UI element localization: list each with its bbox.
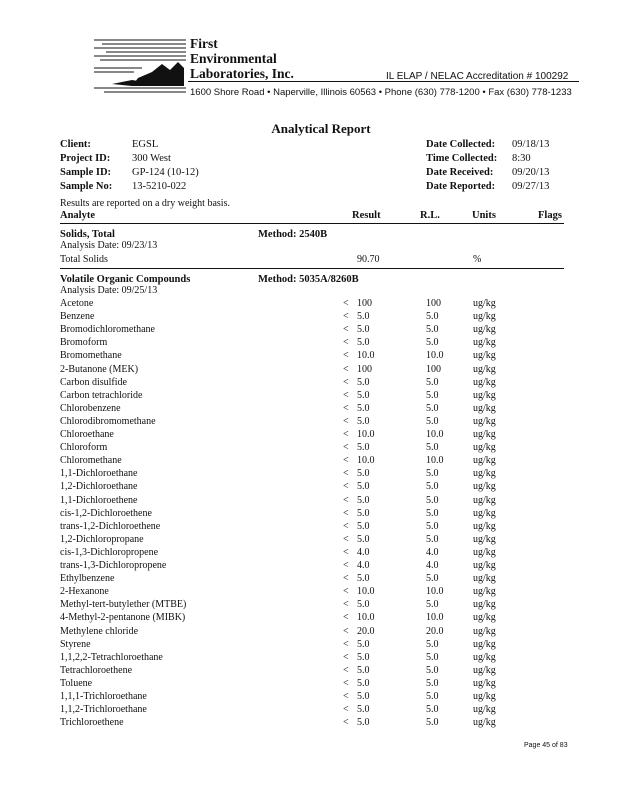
result-value: 10.0 (357, 429, 375, 440)
voc-section-title: Volatile Organic Compounds (60, 274, 191, 285)
result-value: 5.0 (357, 442, 370, 454)
analyte-name: Bromoform (60, 337, 108, 349)
table-row (60, 455, 564, 468)
reporting-limit: 10.0 (426, 350, 444, 362)
table-row (60, 612, 564, 625)
client-label: Client: (60, 139, 91, 150)
client-row (60, 139, 158, 150)
result-value: 5.0 (357, 651, 370, 663)
analyte-name: Total Solids (60, 254, 108, 265)
company-line-3: Laboratories, Inc. (190, 66, 294, 81)
result-qualifier: < (343, 573, 349, 585)
units-value: ug/kg (473, 704, 496, 716)
result-qualifier: < (343, 612, 349, 624)
result-qualifier: < (343, 586, 349, 598)
time-collected-label: Time Collected: (426, 153, 498, 164)
analyte-name: Benzene (60, 311, 95, 323)
table-row (60, 665, 564, 678)
units-value: ug/kg (473, 415, 496, 427)
table-row (60, 416, 564, 429)
analyte-name: Acetone (60, 298, 94, 309)
reporting-limit: 5.0 (426, 415, 439, 427)
analyte-name: trans-1,2-Dichloroethene (60, 520, 161, 532)
solids-method: Method: 2540B (258, 229, 328, 240)
result-value: 5.0 (357, 415, 370, 427)
analyte-name: Toluene (60, 677, 93, 689)
table-row (60, 377, 564, 390)
reporting-limit: 5.0 (426, 376, 439, 388)
analyte-name: Chlorobenzene (60, 402, 121, 414)
units-value: ug/kg (473, 664, 496, 676)
units-value: ug/kg (473, 638, 496, 650)
column-rl: R.L. (420, 210, 440, 221)
result-value: 5.0 (357, 507, 370, 519)
result-value: 5.0 (357, 494, 370, 506)
project-id-label: Project ID: (60, 153, 111, 164)
result-qualifier: < (343, 337, 349, 349)
analyte-name: Methyl-tert-butylether (MTBE) (60, 599, 187, 611)
result-qualifier: < (343, 691, 349, 702)
sample-no-value: 13-5210-022 (132, 181, 187, 192)
result-qualifier: < (343, 389, 349, 401)
units-value: ug/kg (473, 651, 496, 663)
project-id-value: 300 West (132, 153, 171, 164)
result-value: 5.0 (357, 717, 370, 729)
date-received-row (426, 167, 549, 178)
units-value: ug/kg (473, 612, 496, 624)
result-value: 5.0 (357, 376, 370, 388)
result-value: 5.0 (357, 691, 370, 702)
result-qualifier: < (343, 311, 349, 323)
analyte-name: trans-1,3-Dichloropropene (60, 560, 167, 571)
solids-section-title: Solids, Total (60, 229, 115, 240)
units-value: ug/kg (473, 455, 496, 467)
reporting-limit: 10.0 (426, 429, 444, 440)
table-row (60, 691, 564, 704)
result-qualifier: < (343, 625, 349, 637)
table-row (60, 311, 564, 324)
sample-id-value: GP-124 (10-12) (132, 167, 199, 178)
client-value: EGSL (132, 139, 159, 150)
table-row (60, 534, 564, 547)
result-value: 5.0 (357, 468, 370, 480)
units-value: ug/kg (473, 507, 496, 519)
company-logo-icon (92, 34, 188, 98)
result-qualifier: < (343, 533, 349, 545)
table-row (60, 547, 564, 560)
result-value: 5.0 (357, 573, 370, 585)
analyte-name: 2-Hexanone (60, 586, 109, 598)
result-value: 10.0 (357, 612, 375, 624)
units-value: ug/kg (473, 402, 496, 414)
table-row (60, 468, 564, 481)
analyte-name: 1,1,2,2-Tetrachloroethane (60, 651, 163, 663)
time-collected-row (426, 153, 531, 164)
units-value: ug/kg (473, 586, 496, 598)
sample-no-label: Sample No: (60, 181, 113, 192)
table-row (60, 599, 564, 612)
units-value: ug/kg (473, 494, 496, 506)
table-row (60, 324, 564, 337)
reporting-limit: 5.0 (426, 599, 439, 611)
reporting-limit: 100 (426, 298, 441, 309)
table-row (60, 639, 564, 652)
result-value: 4.0 (357, 546, 370, 558)
reporting-limit: 5.0 (426, 402, 439, 414)
date-collected-label: Date Collected: (426, 139, 496, 150)
reporting-limit: 5.0 (426, 677, 439, 689)
table-row (60, 298, 564, 311)
analyte-name: 1,1,2-Trichloroethane (60, 704, 147, 716)
reporting-limit: 5.0 (426, 573, 439, 585)
result-qualifier: < (343, 599, 349, 611)
units-value: ug/kg (473, 625, 496, 637)
voc-method: Method: 5035A/8260B (258, 274, 359, 285)
reporting-limit: 5.0 (426, 481, 439, 493)
reporting-limit: 5.0 (426, 704, 439, 716)
analyte-name: 1,2-Dichloropropane (60, 533, 144, 545)
analyte-name: Chloromethane (60, 455, 122, 467)
units-value: % (473, 254, 482, 265)
units-value: ug/kg (473, 481, 496, 493)
column-header-row (60, 210, 564, 224)
date-reported-value: 09/27/13 (512, 181, 550, 192)
units-value: ug/kg (473, 546, 496, 558)
company-line-2: Environmental (190, 51, 277, 66)
units-value: ug/kg (473, 677, 496, 689)
reporting-limit: 5.0 (426, 691, 439, 702)
analyte-name: Chloroethane (60, 429, 114, 440)
date-collected-row (426, 139, 549, 150)
reporting-limit: 5.0 (426, 717, 439, 729)
solids-analysis-date: Analysis Date: 09/23/13 (60, 240, 158, 251)
table-row (60, 626, 564, 639)
result-value: 100 (357, 363, 372, 375)
units-value: ug/kg (473, 560, 496, 571)
reporting-limit: 5.0 (426, 507, 439, 519)
reporting-limit: 5.0 (426, 311, 439, 323)
analyte-name: cis-1,2-Dichloroethene (60, 507, 152, 519)
table-row (60, 508, 564, 521)
header-rule (60, 223, 564, 224)
table-row (60, 350, 564, 363)
result-qualifier: < (343, 415, 349, 427)
column-result: Result (352, 210, 381, 221)
units-value: ug/kg (473, 324, 496, 336)
date-received-value: 09/20/13 (512, 167, 550, 178)
result-qualifier: < (343, 664, 349, 676)
report-title: Analytical Report (271, 121, 371, 136)
reporting-limit: 100 (426, 363, 441, 375)
result-value: 5.0 (357, 481, 370, 493)
reporting-limit: 5.0 (426, 389, 439, 401)
result-value: 5.0 (357, 599, 370, 611)
result-value: 90.70 (357, 254, 380, 265)
basis-note: Results are reported on a dry weight basis. (60, 198, 230, 209)
sample-id-row (60, 167, 199, 178)
units-value: ug/kg (473, 533, 496, 545)
analyte-name: Styrene (60, 638, 91, 650)
analyte-name: Bromomethane (60, 350, 122, 362)
table-row (60, 521, 564, 534)
analyte-name: Chlorodibromomethane (60, 415, 156, 427)
column-flags: Flags (538, 210, 562, 221)
result-value: 4.0 (357, 560, 370, 571)
analyte-name: Carbon disulfide (60, 376, 127, 388)
result-qualifier: < (343, 429, 349, 440)
reporting-limit: 10.0 (426, 612, 444, 624)
result-qualifier: < (343, 455, 349, 467)
result-qualifier: < (343, 638, 349, 650)
accreditation-text: IL ELAP / NELAC Accreditation # 100292 (386, 71, 569, 82)
reporting-limit: 5.0 (426, 520, 439, 532)
table-row (60, 481, 564, 494)
units-value: ug/kg (473, 573, 496, 585)
reporting-limit: 5.0 (426, 442, 439, 454)
result-value: 20.0 (357, 625, 375, 637)
result-qualifier: < (343, 324, 349, 336)
analyte-name: 4-Methyl-2-pentanone (MIBK) (60, 612, 186, 624)
result-value: 5.0 (357, 638, 370, 650)
result-qualifier: < (343, 507, 349, 519)
result-value: 10.0 (357, 455, 375, 467)
result-qualifier: < (343, 481, 349, 493)
solids-rule (60, 268, 564, 269)
analyte-name: Trichloroethene (60, 717, 124, 729)
units-value: ug/kg (473, 337, 496, 349)
result-value: 5.0 (357, 704, 370, 716)
result-qualifier: < (343, 717, 349, 729)
reporting-limit: 5.0 (426, 651, 439, 663)
result-value: 5.0 (357, 402, 370, 414)
table-row (60, 429, 564, 442)
date-reported-label: Date Reported: (426, 181, 496, 192)
result-qualifier: < (343, 560, 349, 571)
result-value: 10.0 (357, 350, 375, 362)
units-value: ug/kg (473, 311, 496, 323)
units-value: ug/kg (473, 599, 496, 611)
table-row (60, 364, 564, 377)
result-qualifier: < (343, 350, 349, 362)
units-value: ug/kg (473, 389, 496, 401)
table-row (60, 573, 564, 586)
company-line-1: First (190, 36, 218, 51)
result-value: 100 (357, 298, 372, 309)
table-row (60, 403, 564, 416)
date-reported-row (426, 181, 549, 192)
units-value: ug/kg (473, 520, 496, 532)
result-qualifier: < (343, 546, 349, 558)
analyte-name: Bromodichloromethane (60, 324, 155, 336)
column-units: Units (472, 210, 496, 221)
units-value: ug/kg (473, 376, 496, 388)
units-value: ug/kg (473, 468, 496, 480)
table-row (60, 678, 564, 691)
table-row (60, 560, 564, 573)
analyte-name: cis-1,3-Dichloropropene (60, 546, 159, 558)
result-qualifier: < (343, 402, 349, 414)
reporting-limit: 5.0 (426, 468, 439, 480)
company-name (190, 36, 294, 81)
result-value: 5.0 (357, 664, 370, 676)
date-received-label: Date Received: (426, 167, 494, 178)
units-value: ug/kg (473, 363, 496, 375)
analyte-name: 2-Butanone (MEK) (60, 363, 139, 375)
table-row (60, 390, 564, 403)
result-qualifier: < (343, 363, 349, 375)
table-row (60, 704, 564, 717)
address-line: 1600 Shore Road • Naperville, Illinois 60563 • Phone (630) 778-1200 • Fax (630) 778-1233 (190, 87, 572, 98)
table-row (60, 495, 564, 508)
table-row (60, 442, 564, 455)
analyte-name: Tetrachloroethene (60, 664, 133, 676)
time-collected-value: 8:30 (512, 153, 531, 164)
result-value: 5.0 (357, 389, 370, 401)
sample-no-row (60, 181, 186, 192)
analyte-name: 1,1-Dichloroethene (60, 494, 138, 506)
table-row (60, 254, 564, 267)
column-analyte: Analyte (60, 210, 95, 221)
reporting-limit: 20.0 (426, 625, 444, 637)
units-value: ug/kg (473, 717, 496, 729)
result-qualifier: < (343, 468, 349, 480)
project-id-row (60, 153, 171, 164)
units-value: ug/kg (473, 350, 496, 362)
analyte-name: Chloroform (60, 442, 108, 454)
analyte-name: 1,1-Dichloroethane (60, 468, 138, 480)
analyte-name: 1,2-Dichloroethane (60, 481, 138, 493)
reporting-limit: 10.0 (426, 586, 444, 598)
units-value: ug/kg (473, 691, 496, 702)
table-row (60, 586, 564, 599)
result-qualifier: < (343, 651, 349, 663)
voc-analysis-date: Analysis Date: 09/25/13 (60, 285, 158, 296)
result-qualifier: < (343, 298, 349, 309)
result-qualifier: < (343, 494, 349, 506)
table-row (60, 652, 564, 665)
result-value: 5.0 (357, 520, 370, 532)
result-qualifier: < (343, 677, 349, 689)
reporting-limit: 5.0 (426, 664, 439, 676)
analyte-name: 1,1,1-Trichloroethane (60, 691, 147, 702)
date-collected-value: 09/18/13 (512, 139, 550, 150)
result-qualifier: < (343, 376, 349, 388)
units-value: ug/kg (473, 429, 496, 440)
result-qualifier: < (343, 520, 349, 532)
units-value: ug/kg (473, 298, 496, 309)
result-qualifier: < (343, 442, 349, 454)
reporting-limit: 10.0 (426, 455, 444, 467)
result-value: 10.0 (357, 586, 375, 598)
reporting-limit: 5.0 (426, 494, 439, 506)
result-qualifier: < (343, 704, 349, 716)
reporting-limit: 5.0 (426, 533, 439, 545)
analyte-name: Ethylbenzene (60, 573, 115, 585)
result-value: 5.0 (357, 311, 370, 323)
sample-id-label: Sample ID: (60, 167, 112, 178)
reporting-limit: 5.0 (426, 638, 439, 650)
table-row (60, 337, 564, 350)
reporting-limit: 5.0 (426, 324, 439, 336)
result-value: 5.0 (357, 324, 370, 336)
result-value: 5.0 (357, 533, 370, 545)
result-value: 5.0 (357, 677, 370, 689)
analyte-name: Carbon tetrachloride (60, 389, 143, 401)
table-row (60, 717, 564, 730)
result-value: 5.0 (357, 337, 370, 349)
reporting-limit: 4.0 (426, 560, 439, 571)
reporting-limit: 4.0 (426, 546, 439, 558)
units-value: ug/kg (473, 442, 496, 454)
page-number: Page 45 of 83 (524, 742, 568, 749)
analyte-name: Methylene chloride (60, 625, 139, 637)
reporting-limit: 5.0 (426, 337, 439, 349)
